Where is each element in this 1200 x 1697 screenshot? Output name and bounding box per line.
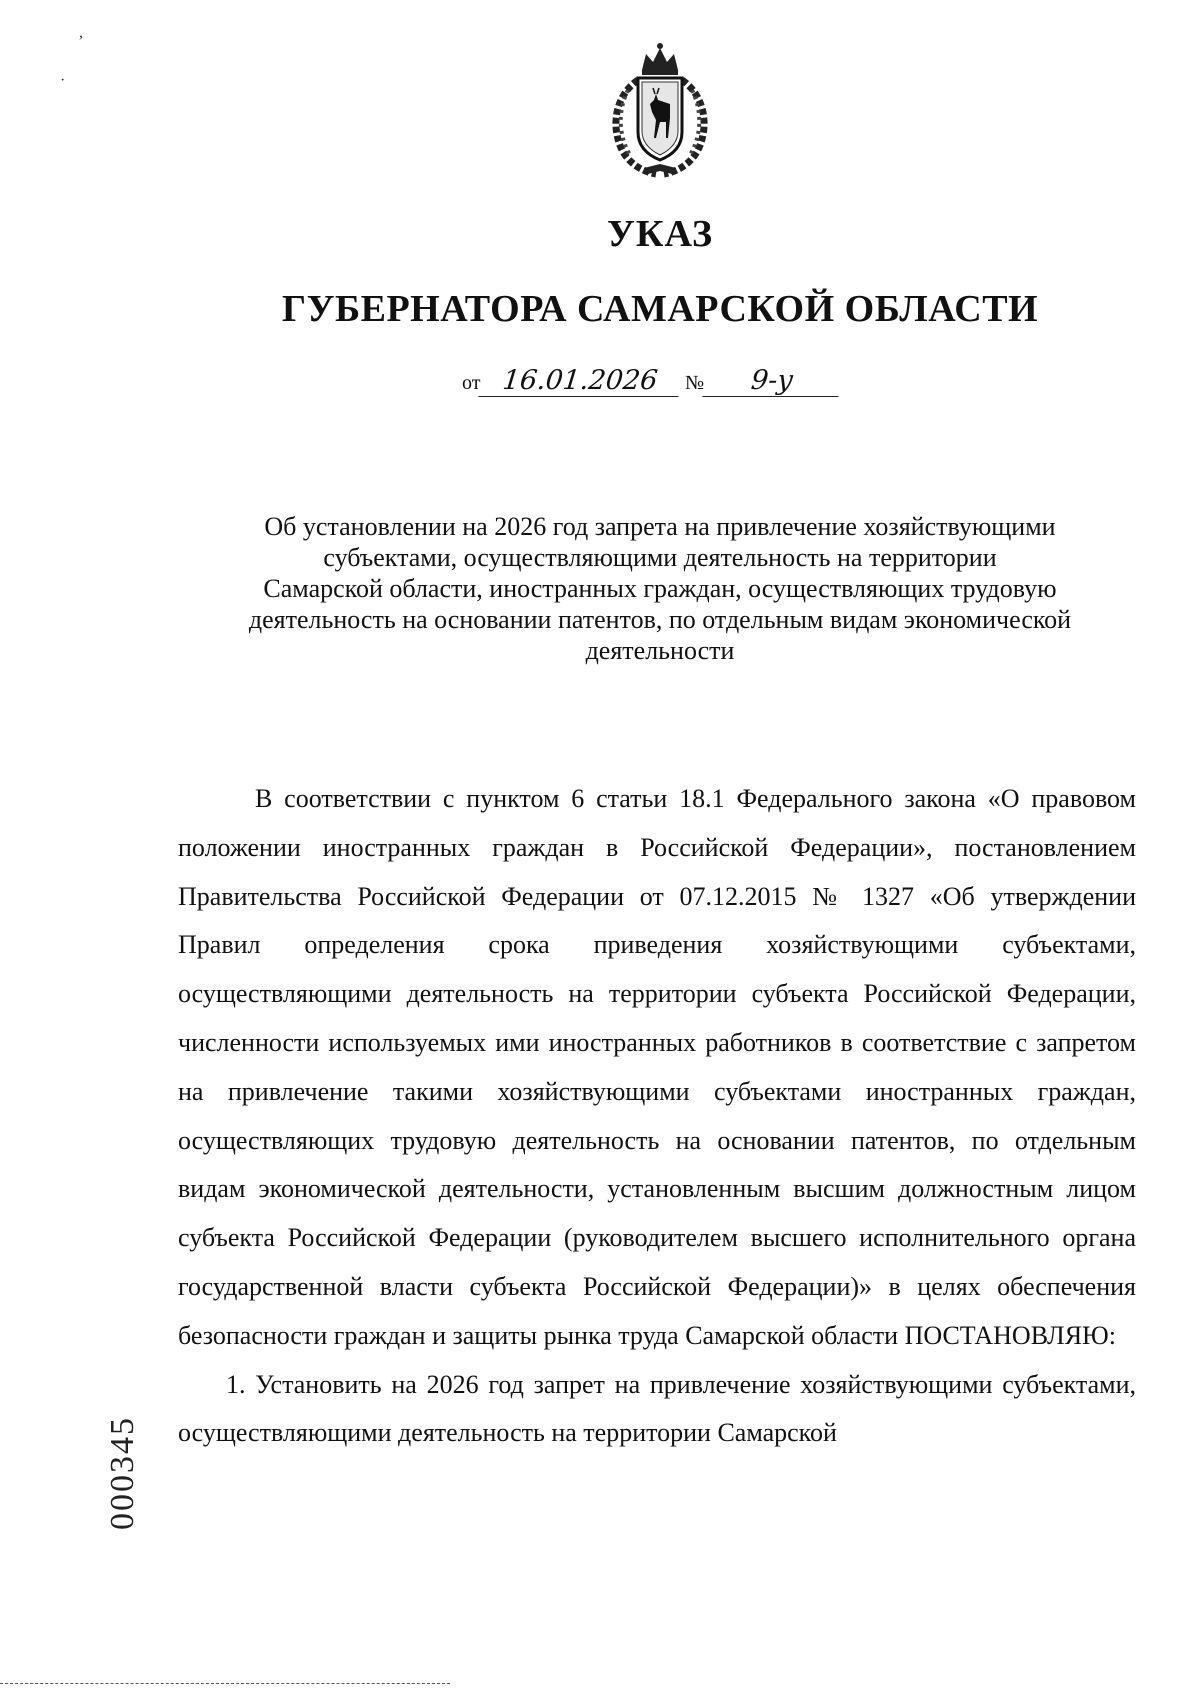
coat-of-arms-emblem [598,40,722,180]
document-type-title: УКАЗ [607,213,713,255]
date-number-line [462,366,840,397]
number-value: 9-у [702,366,841,397]
scan-mark: , [79,24,83,41]
issuer-title: ГУБЕРНАТОРА САМАРСКОЙ ОБЛАСТИ [281,288,1039,330]
decree-body [178,775,1136,1458]
preamble-paragraph: В соответствии с пунктом 6 статьи 18.1 Федерального закона «О правовом положении иностранных граждан в Российской Федерации», постановлением Правительства Российской Федерации от 07.12.2015 № 1327 «Об утверждении Правил определения срока приведения хозяйствующими субъектами, осуществляющими деятельность на территории субъекта Российской Федерации, численности используемых ими иностранных работников в соответствие с запретом на привлечение такими хозяйствующими субъектами иностранных граждан, осуществляющих трудовую деятельность на основании патентов, по отдельным видам экономической деятельности, установленным высшим должностным лицом субъекта Российской Федерации (руководителем высшего исполнительного органа государственной власти субъекта Российской Федерации)» в целях обеспечения безопасности граждан и защиты рынка труда Самарской области ПОСТАНОВЛЯЮ: [178,784,1136,1350]
item-1-paragraph: 1. Установить на 2026 год запрет на привлечение хозяйствующими субъектами, осуществляющими деятельность на территории Самарской [178,1369,1136,1448]
decree-subject [210,511,1110,666]
registry-side-number: 000345 [104,1416,141,1530]
subject-line: Самарской области, иностранных граждан, осуществляющих трудовую [263,574,1057,603]
number-label: № [684,372,705,394]
subject-line: субъектами, осуществляющими деятельность на территории [323,543,997,572]
subject-line: деятельности [585,636,735,665]
date-value: 16.01.2026 [479,366,682,397]
subject-line: Об установлении на 2026 год запрета на привлечение хозяйствующими [264,512,1056,541]
subject-line: деятельность на основании патентов, по отдельным видам экономической [248,605,1072,634]
scan-mark: · [60,72,66,89]
date-label: от [462,372,481,394]
bottom-scan-line [0,1683,450,1684]
